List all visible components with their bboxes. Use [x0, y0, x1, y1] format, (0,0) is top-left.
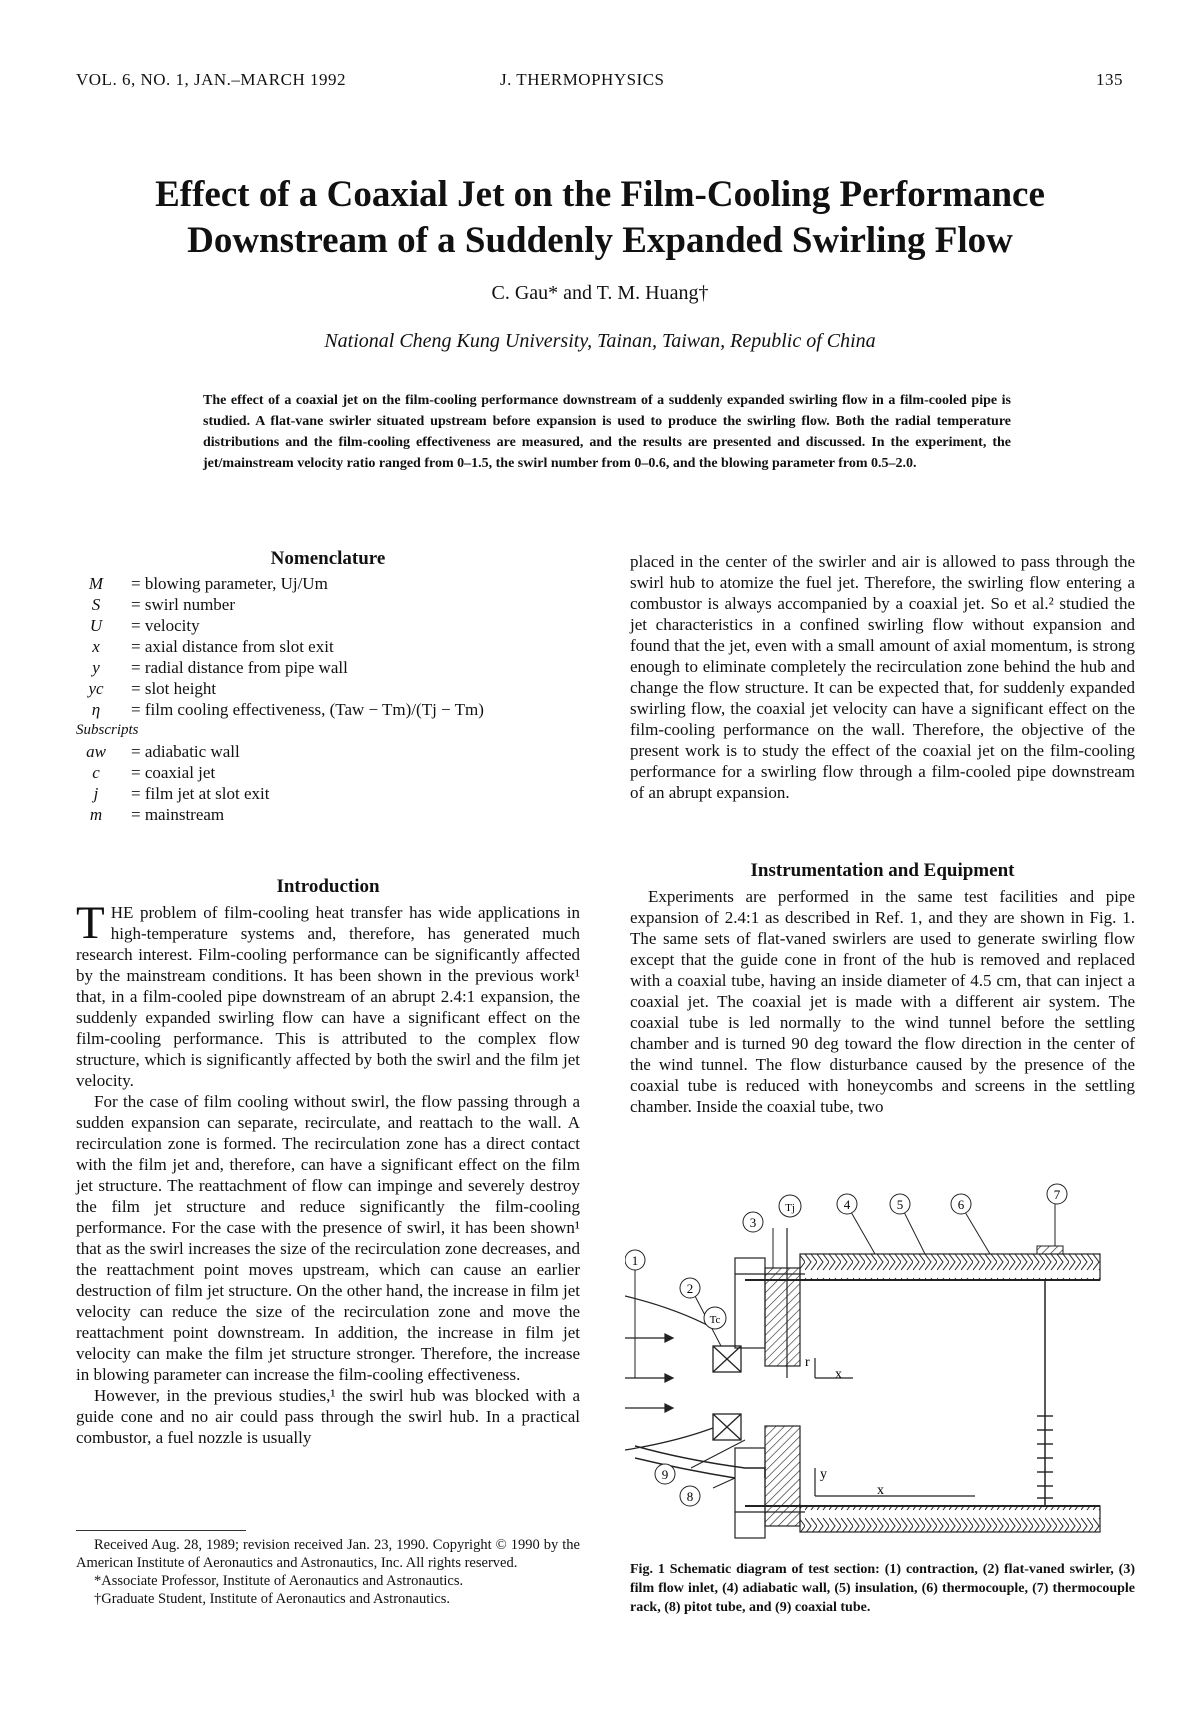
- nomenclature-symbol: x: [92, 637, 100, 656]
- nomenclature-definition: = film cooling effectiveness, (Taw − Tm)/(Tj − Tm): [131, 700, 484, 719]
- subscript-symbol: c: [92, 763, 100, 782]
- film-inlet-plenum: [735, 1258, 765, 1348]
- upper-insulation: [800, 1254, 1100, 1280]
- running-header-journal: J. THERMOPHYSICS: [500, 70, 665, 89]
- subscript-row: [76, 783, 580, 804]
- subscript-row: [76, 804, 580, 825]
- callout-tc: Tc: [709, 1314, 721, 1326]
- authors: C. Gau* and T. M. Huang†: [491, 282, 709, 304]
- rack-mount: [1037, 1246, 1063, 1254]
- nomenclature-row: [76, 594, 580, 615]
- right-column-text: [630, 551, 1135, 803]
- footnote-author-2: †Graduate Student, Institute of Aeronautics and Astronautics.: [94, 1591, 450, 1607]
- nomenclature-symbol: U: [89, 616, 103, 635]
- abstract: The effect of a coaxial jet on the film-cooling performance downstream of a suddenly expanded swirling flow in a film-cooled pipe is studied. A flat-vane swirler situated upstream before expansion is used to produce the swirling flow. Both the radial temperature distributions and the film-cooling effectiveness are measured, and the results are presented and discussed. In the experiment, the jet/mainstream velocity ratio ranged from 0–1.5, the swirl number from 0–0.6, and the blowing parameter from 0.5–2.0.: [203, 393, 1011, 471]
- callout-tj: Tj: [785, 1202, 795, 1214]
- figure-1-schematic: [625, 1178, 1145, 1548]
- upper-step-block: [765, 1268, 800, 1366]
- nomenclature-row: [76, 657, 580, 678]
- subscript-definition: = mainstream: [131, 805, 225, 824]
- callouts: [625, 1184, 1067, 1506]
- introduction-text: [76, 897, 580, 1448]
- introduction-heading: Introduction: [276, 876, 380, 897]
- nomenclature-definition: = radial distance from pipe wall: [131, 658, 348, 677]
- callout-3: 3: [749, 1215, 757, 1230]
- nomenclature-symbol: S: [91, 595, 101, 614]
- subscript-row: [76, 762, 580, 783]
- nomenclature-definition: = velocity: [131, 616, 200, 635]
- axis-x-label: x: [835, 1367, 842, 1382]
- nomenclature-definition: = blowing parameter, Uj/Um: [131, 574, 328, 593]
- footnotes: [76, 1536, 580, 1608]
- nomenclature-symbol: y: [92, 658, 100, 677]
- contraction: [625, 1296, 713, 1450]
- callout-5: 5: [896, 1197, 904, 1212]
- paper-title: [0, 172, 1200, 264]
- running-header-volume: VOL. 6, NO. 1, JAN.–MARCH 1992: [76, 70, 347, 89]
- intro-paragraph-1: HE problem of film-cooling heat transfer has wide applications in high-temperature systems and, therefore, has generated much research interest. Film-cooling performance can be significantly affected by the mainstream conditions. It has been shown in the previous work¹ that, in a film-cooled pipe downstream of an abrupt 2.4:1 expansion, the suddenly expanded swirling flow can have a significant effect on the film-cooling performance. This is attributed to the complex flow structure, which is significantly affected by both the swirl and the film jet velocity.: [76, 903, 580, 1090]
- swirler: [713, 1346, 741, 1440]
- subscript-symbol: j: [93, 784, 99, 803]
- subscript-definition: = coaxial jet: [131, 763, 216, 782]
- nomenclature-row: [76, 615, 580, 636]
- subscript-symbol: m: [89, 805, 103, 824]
- affiliation: National Cheng Kung University, Tainan, Taiwan, Republic of China: [324, 330, 876, 352]
- callout-4: 4: [843, 1197, 851, 1212]
- intro-paragraph-3: However, in the previous studies,¹ the swirl hub was blocked with a guide cone and no air could pass through the swirl hub. In a practical combustor, a fuel nozzle is usually: [76, 1386, 580, 1447]
- drop-cap: T: [76, 897, 105, 949]
- footnote-received: Received Aug. 28, 1989; revision received Jan. 23, 1990. Copyright © 1990 by the American Institute of Aeronautics and Astronautics, Inc. All rights reserved.: [76, 1537, 580, 1571]
- instrumentation-paragraph: Experiments are performed in the same test facilities and pipe expansion of 2.4:1 as described in Ref. 1, and they are shown in Fig. 1. The same sets of flat-vaned swirlers are used to generate swirling flow except that the guide cone in front of the hub is removed and replaced with a coaxial tube, having an inside diameter of 4.5 cm, that can inject a coaxial jet. The coaxial jet is made with a different air system. The coaxial tube is led normally to the wind tunnel before the settling chamber and is turned 90 deg toward the flow direction in the center of the wind tunnel. The flow disturbance caused by the presence of the coaxial tube is reduced with honeycombs and screens in the settling chamber. Inside the coaxial tube, two: [630, 887, 1135, 1116]
- instrumentation-heading: Instrumentation and Equipment: [750, 860, 1015, 881]
- nomenclature-definition: = slot height: [131, 679, 217, 698]
- figure-1-caption: Fig. 1 Schematic diagram of test section: (1) contraction, (2) flat-vaned swirler, (3) film flow inlet, (4) adiabatic wall, (5) insulation, (6) thermocouple, (7) thermocouple rack, (8) pitot tube, and (9) coaxial tube.: [630, 1562, 1135, 1615]
- callout-2: 2: [686, 1281, 694, 1296]
- intro-continuation: placed in the center of the swirler and air is allowed to pass through the swirl hub to atomize the fuel jet. Therefore, the swirling flow entering a combustor is always accompanied by a coaxial jet. So et al.² studied the jet characteristics in a confined swirling flow without expansion and found that the jet, even with a small amount of axial momentum, is strong enough to eliminate completely the recirculation zone behind the hub and change the flow structure. It can be expected that, for suddenly expanded swirling flow, the coaxial jet velocity can have a significant effect on the film-cooling performance on the wall. Therefore, the objective of the present work is to study the effect of the coaxial jet on the film-cooling performance for a swirling flow through a film-cooled pipe downstream of an abrupt expansion.: [630, 552, 1135, 802]
- lower-insulation: [800, 1506, 1100, 1532]
- lower-step-block: [765, 1426, 800, 1526]
- callout-8: 8: [686, 1489, 694, 1504]
- nomenclature-heading: Nomenclature: [270, 548, 386, 569]
- lower-plenum: [735, 1448, 765, 1538]
- callout-9: 9: [661, 1467, 669, 1482]
- axis-x2-label: x: [877, 1483, 884, 1498]
- footnote-rule: [76, 1530, 246, 1531]
- nomenclature-definition: = swirl number: [131, 595, 236, 614]
- instrumentation-text: [630, 886, 1135, 1117]
- nomenclature-row: [76, 699, 580, 720]
- nomenclature-row: [76, 573, 580, 594]
- subscript-definition: = adiabatic wall: [131, 742, 240, 761]
- subscripts-heading: Subscripts: [76, 722, 139, 738]
- intro-paragraph-2: For the case of film cooling without swirl, the flow passing through a sudden expansion can separate, recirculate, and reattach to the wall. A recirculation zone is formed. The recirculation zone has a direct contact with the film jet and, therefore, can have a significant effect on the film jet structure. The reattachment of flow can impinge and severely destroy the film jet structure and reduce significantly the film-cooling performance. For the case with the presence of swirl, it has been shown¹ that as the swirl increases the size of the recirculation zone decreases, and the reattachment point moves upstream, which can cause an earlier destruction of film jet structure. On the other hand, the increase in film jet velocity can reduce the size of the recirculation zone and move the reattachment point downstream. In addition, the increase in film jet velocity can make the film jet structure stronger. Therefore, the increase in blowing parameter can increase the film-cooling effectiveness.: [76, 1092, 580, 1384]
- nomenclature-symbol: yc: [88, 679, 104, 698]
- callout-7: 7: [1053, 1187, 1061, 1202]
- footnote-author-1: *Associate Professor, Institute of Aeronautics and Astronautics.: [94, 1573, 464, 1589]
- subscript-row: [76, 741, 580, 762]
- nomenclature-row: [76, 636, 580, 657]
- title-line-1: Effect of a Coaxial Jet on the Film-Cooling Performance: [155, 174, 1045, 215]
- callout-1: 1: [631, 1253, 639, 1268]
- nomenclature-symbol: M: [88, 574, 104, 593]
- title-line-2: Downstream of a Suddenly Expanded Swirling Flow: [187, 220, 1013, 261]
- page-number: 135: [1096, 70, 1123, 89]
- subscript-definition: = film jet at slot exit: [131, 784, 270, 803]
- callout-6: 6: [957, 1197, 965, 1212]
- leader-lines: [635, 1202, 1055, 1488]
- nomenclature-definition: = axial distance from slot exit: [131, 637, 334, 656]
- nomenclature-symbol: η: [91, 700, 101, 719]
- nomenclature-row: [76, 678, 580, 699]
- nomenclature-list: [76, 573, 580, 825]
- axis-y-label: y: [820, 1467, 827, 1482]
- axis-r-label: r: [805, 1355, 810, 1370]
- subscript-symbol: aw: [86, 742, 106, 761]
